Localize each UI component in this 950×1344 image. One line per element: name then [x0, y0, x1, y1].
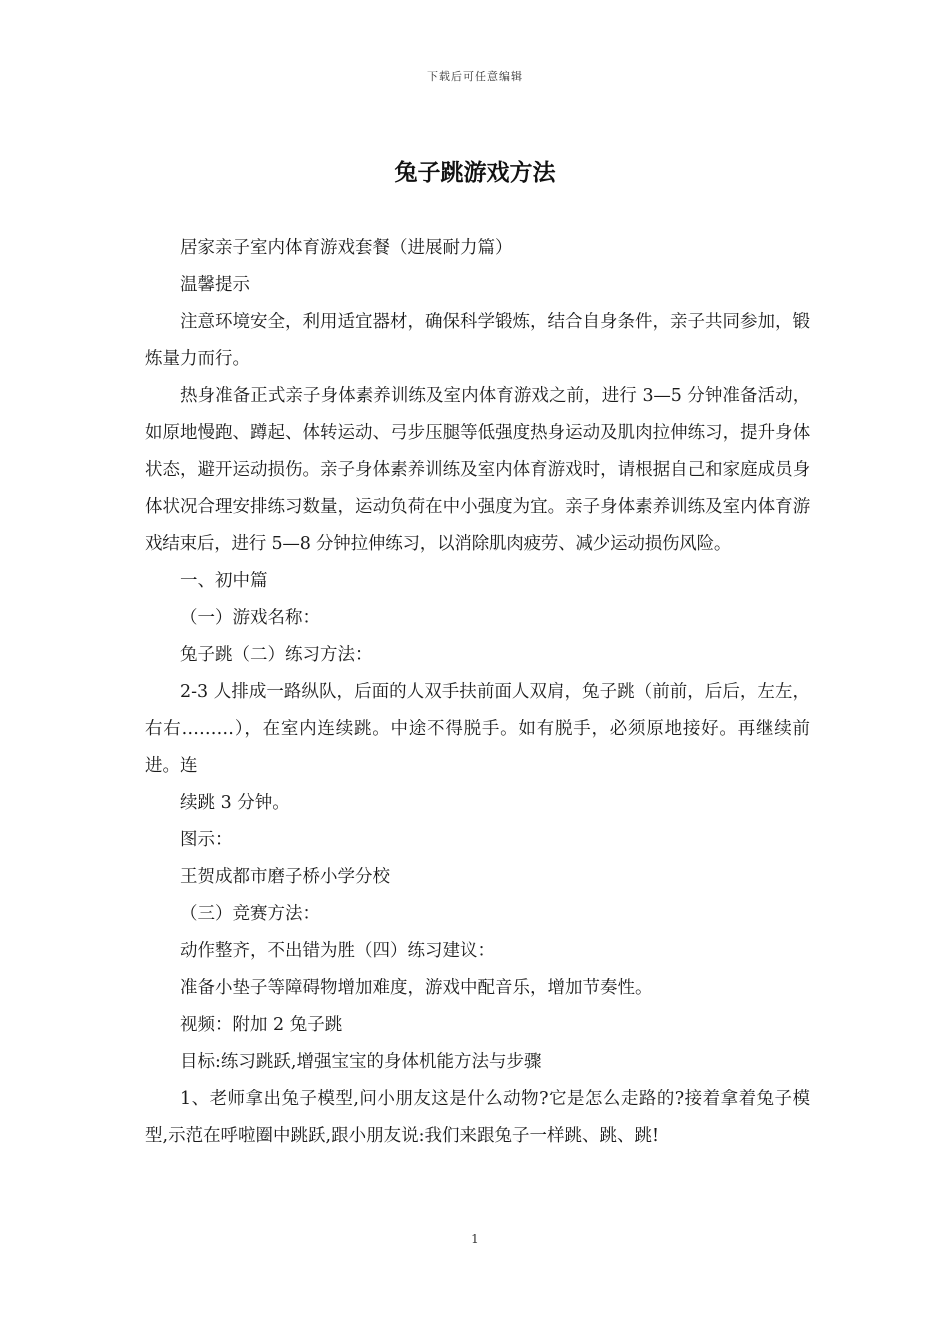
paragraph-tips-heading: 温馨提示 [180, 275, 250, 295]
paragraph-suggestion: 准备小垫子等障碍物增加难度，游戏中配音乐，增加节奏性。 [180, 978, 653, 998]
page-number: 1 [471, 1232, 479, 1246]
header-note: 下载后可任意编辑 [427, 70, 523, 83]
paragraph-duration: 续跳 3 分钟。 [180, 793, 290, 813]
paragraph-video: 视频：附加 2 兔子跳 [180, 1015, 343, 1035]
paragraph-safety-note: 注意环境安全，利用适宜器材，确保科学锻炼，结合自身条件，亲子共同参加，锻炼量力而行。 [145, 312, 810, 369]
paragraph-practice-method: 兔子跳（二）练习方法： [180, 645, 373, 665]
paragraph-illustration: 图示： [180, 830, 233, 850]
paragraph-competition-method: （三）竞赛方法： [180, 904, 320, 924]
document-body [145, 230, 810, 1155]
document-title: 兔子跳游戏方法 [394, 159, 556, 186]
paragraph-package-title: 居家亲子室内体育游戏套餐（进展耐力篇） [180, 238, 513, 258]
paragraph-author: 王贺成都市磨子桥小学分校 [180, 867, 390, 887]
paragraph-warmup: 热身准备正式亲子身体素养训练及室内体育游戏之前，进行 3—5 分钟准备活动，如原地慢跑、蹲起、体转运动、弓步压腿等低强度热身运动及肌肉拉伸练习，提升身体状态，避开运动损伤。亲子身体素养训练及室内体育游戏时，请根据自己和家庭成员身体状况合理安排练习数量，运动负荷在中小强度为宜。亲子身体素养训练及室内体育游戏结束后，进行 5—8 分钟拉伸练习，以消除肌肉疲劳、减少运动损伤风险。 [145, 386, 810, 554]
paragraph-method-detail: 2-3 人排成一路纵队，后面的人双手扶前面人双肩，兔子跳（前前，后后，左左，右右………），在室内连续跳。中途不得脱手。如有脱手，必须原地接好。再继续前进。连 [145, 682, 810, 776]
paragraph-win-rule: 动作整齐，不出错为胜（四）练习建议： [180, 941, 495, 961]
paragraph-game-name: （一）游戏名称： [180, 608, 320, 628]
paragraph-step-one: 1、老师拿出兔子模型,问小朋友这是什么动物?它是怎么走路的?接着拿着兔子模型,示范在呼啦圈中跳跃,跟小朋友说:我们来跟兔子一样跳、跳、跳! [145, 1089, 810, 1146]
paragraph-goal: 目标:练习跳跃,增强宝宝的身体机能方法与步骤 [180, 1052, 542, 1072]
paragraph-section-heading: 一、初中篇 [180, 571, 268, 591]
